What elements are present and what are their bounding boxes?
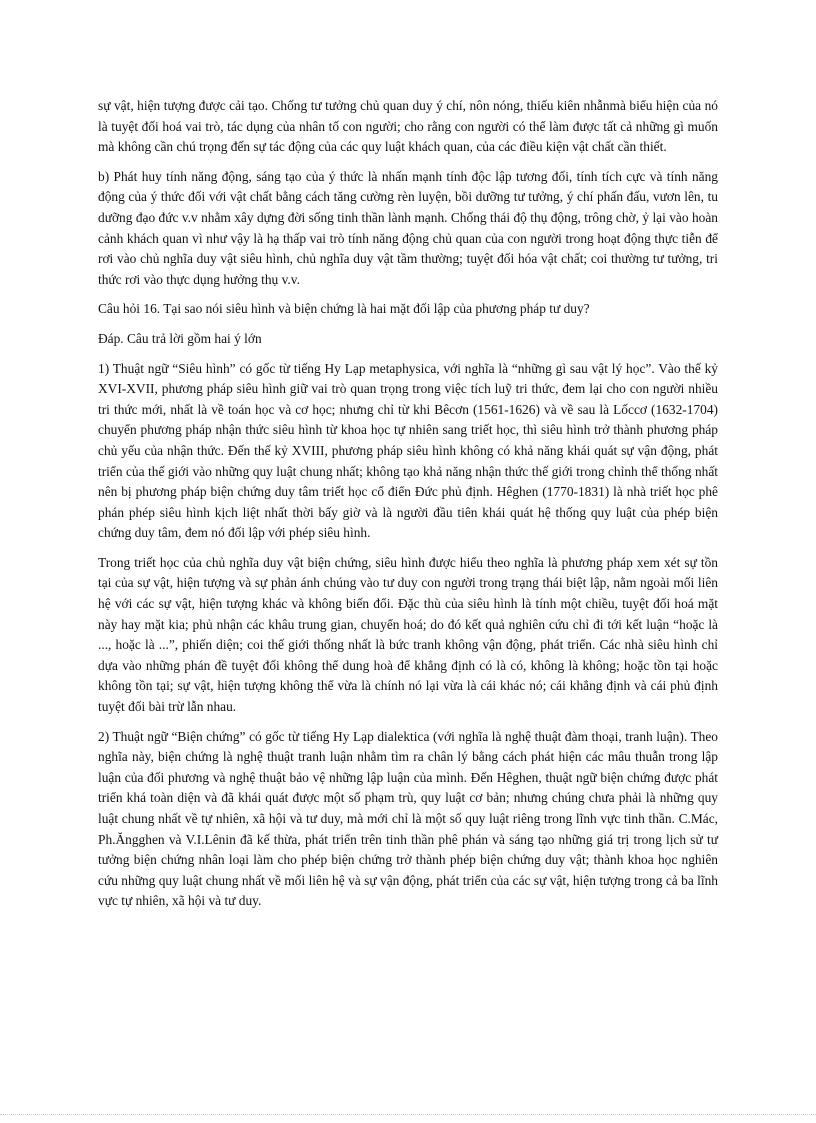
intro-paragraph-1: sự vật, hiện tượng được cải tạo. Chống tư tưởng chủ quan duy ý chí, nôn nóng, thiếu kiên nhẫnmà biểu hiện của nó là tuyệt đối hoá vai trò, tác dụng của nhân tố con người; cho rằng con người có thể làm được tất cả những gì muốn mà không cần chú trọng đến sự tác động của các quy luật khách quan, của các điều kiện vật chất cần thiết. (98, 98, 718, 155)
page-bottom-divider (0, 1114, 816, 1115)
answer-intro: Đáp. Câu trả lời gồm hai ý lớn (98, 330, 262, 346)
answer-paragraph-1: 1) Thuật ngữ “Siêu hình” có gốc từ tiếng Hy Lạp metaphysica, với nghĩa là “những gì sau vật lý học”. Vào thế kỷ XVI-XVII, phương pháp siêu hình giữ vai trò quan trọng trong việc tích luỹ tri thức, đem lại cho con người nhiều tri thức mới, nhất là về toán học và cơ học; nhưng chỉ từ khi Bêcơn (1561-1626) và về sau là Lốccơ (1632-1704) chuyển phương pháp nhận thức siêu hình từ khoa học tự nhiên sang triết học, thì siêu hình trở thành phương pháp chủ yếu của nhận thức. Đến thế kỷ XVIII, phương pháp siêu hình không có khả năng khái quát sự vận động, phát triển của thế giới vào những quy luật chung nhất; không tạo khả năng nhận thức thế giới trong chỉnh thể thống nhất nên bị phương pháp biện chứng duy tâm triết học cổ điển Đức phủ định. Hêghen (1770-1831) là nhà triết học phê phán phép siêu hình kịch liệt nhất thời bấy giờ và là người đầu tiên khái quát hệ thống quy luật của phép biện chứng duy tâm, đem nó đối lập với phép siêu hình. (98, 360, 718, 541)
document-page (98, 96, 718, 912)
answer-paragraph-2: Trong triết học của chủ nghĩa duy vật biện chứng, siêu hình được hiểu theo nghĩa là phương pháp xem xét sự tồn tại của sự vật, hiện tượng và sự phản ánh chúng vào tư duy con người trong trạng thái biệt lập, nằm ngoài mối liên hệ với các sự vật, hiện tượng khác và không biến đổi. Đặc thù của siêu hình là tính một chiều, tuyệt đối hoá mặt này hay mặt kia; phủ nhận các khâu trung gian, chuyển hoá; do đó kết quả nghiên cứu chỉ đi tới kết luận “hoặc là ..., hoặc là ...”, phiến diện; coi thế giới thống nhất là bức tranh không vận động, phát triển. Các nhà siêu hình chỉ dựa vào những phán đề tuyệt đối không thể dung hoà để khẳng định có là có, không là không; hoặc tồn tại hoặc không tồn tại; sự vật, hiện tượng không thể vừa là chính nó lại vừa là cái khác nó; cái khẳng định và cái phủ định tuyệt đối bài trừ lẫn nhau. (98, 554, 718, 715)
intro-paragraph-2: b) Phát huy tính năng động, sáng tạo của ý thức là nhấn mạnh tính độc lập tương đối, tính tích cực và tính năng động của ý thức đối với vật chất bằng cách tăng cường rèn luyện, bồi dưỡng tư tưởng, ý chí phấn đấu, vươn lên, tu dưỡng đạo đức v.v nhằm xây dựng đời sống tinh thần lành mạnh. Chống thái độ thụ động, trông chờ, ỷ lại vào hoàn cảnh khách quan vì như vậy là hạ thấp vai trò tính năng động chủ quan của con người trong hoạt động thực tiễn để rơi vào chủ nghĩa duy vật siêu hình, chủ nghĩa duy vật tầm thường; tuyệt đối hóa vật chất; coi thường tư tưởng, tri thức rơi vào thực dụng hưởng thụ v.v. (98, 168, 718, 287)
answer-paragraph-3: 2) Thuật ngữ “Biện chứng” có gốc từ tiếng Hy Lạp dialektica (với nghĩa là nghệ thuật đàm thoại, tranh luận). Theo nghĩa này, biện chứng là nghệ thuật tranh luận nhằm tìm ra chân lý bằng cách phát hiện các mâu thuẫn trong lập luận của đối phương và nghệ thuật bảo vệ những lập luận của mình. Đến Hêghen, thuật ngữ biện chứng được phát triển khá toàn diện và đã khái quát được một số phạm trù, quy luật cơ bản; nhưng chúng chưa phải là những quy luật chung nhất về tự nhiên, xã hội và tư duy, mà mới chỉ là một số quy luật riêng trong lĩnh vực tinh thần. C.Mác, Ph.Ăngghen và V.I.Lênin đã kế thừa, phát triển trên tinh thần phê phán và sáng tạo những giá trị trong lịch sử tư tưởng biện chứng nhân loại làm cho phép biện chứng trở thành phép biện chứng duy vật; thành khoa học nghiên cứu những quy luật chung nhất về mối liên hệ và sự vận động, phát triển của các sự vật, hiện tượng trong cả ba lĩnh vực tự nhiên, xã hội và tư duy. (98, 728, 718, 909)
question-heading: Câu hỏi 16. Tại sao nói siêu hình và biện chứng là hai mặt đối lập của phương pháp tư duy? (98, 301, 590, 317)
